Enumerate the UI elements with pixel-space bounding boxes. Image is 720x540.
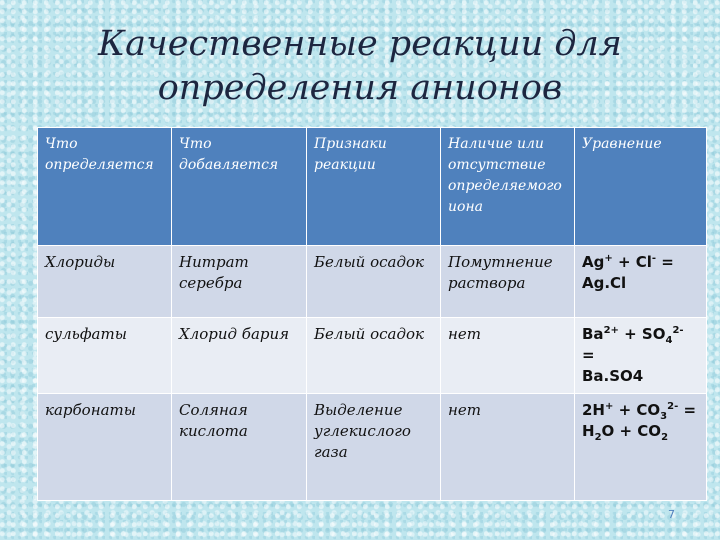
table-row bbox=[38, 246, 707, 318]
reagent-cell: Нитрат серебра bbox=[172, 246, 307, 318]
header-cell: Что добавляется bbox=[172, 128, 307, 246]
table-row bbox=[38, 394, 707, 501]
anion-cell: сульфаты bbox=[38, 318, 172, 394]
header-cell: Уравнение bbox=[575, 128, 707, 246]
eq-part: Ag bbox=[582, 253, 605, 271]
slide-title bbox=[0, 22, 720, 110]
reagent-cell: Соляная кислота bbox=[172, 394, 307, 501]
eq-part: H bbox=[582, 422, 595, 440]
eq-sub: 3 bbox=[660, 411, 668, 422]
eq-part: Ag.Cl bbox=[582, 274, 627, 292]
eq-sup: + bbox=[605, 401, 614, 412]
eq-part: = bbox=[582, 346, 595, 364]
header-cell: Признаки реакции bbox=[307, 128, 441, 246]
eq-sub: 2 bbox=[661, 432, 669, 443]
reagent-cell: Хлорид бария bbox=[172, 318, 307, 394]
sign-cell: Выделение углекислого газа bbox=[307, 394, 441, 501]
table-row bbox=[38, 318, 707, 394]
eq-part: = bbox=[656, 253, 674, 271]
equation-cell bbox=[575, 318, 707, 394]
table-header-row bbox=[38, 128, 707, 246]
page-number: 7 bbox=[668, 508, 675, 521]
sign-cell: Белый осадок bbox=[307, 246, 441, 318]
presence-cell: нет bbox=[441, 318, 575, 394]
header-cell: Наличие или отсутствие определяемого иона bbox=[441, 128, 575, 246]
eq-sup: + bbox=[604, 253, 613, 264]
eq-sup: 2+ bbox=[603, 325, 619, 336]
presence-cell: Помутнение раствора bbox=[441, 246, 575, 318]
eq-part: + CO bbox=[613, 401, 661, 419]
eq-part: 2H bbox=[582, 401, 605, 419]
eq-sup: - bbox=[651, 253, 657, 264]
eq-sub: 4 bbox=[665, 335, 673, 346]
header-cell: Что определяется bbox=[38, 128, 172, 246]
anion-cell: карбонаты bbox=[38, 394, 172, 501]
presence-cell: нет bbox=[441, 394, 575, 501]
eq-part: + SO bbox=[618, 325, 666, 343]
eq-sup: 2- bbox=[667, 401, 679, 412]
eq-part: = bbox=[678, 401, 697, 419]
equation-cell bbox=[575, 394, 707, 501]
sign-cell: Белый осадок bbox=[307, 318, 441, 394]
eq-sup: 2- bbox=[672, 325, 684, 336]
eq-part: Ba.SO4 bbox=[582, 367, 644, 385]
eq-part: Ba bbox=[582, 325, 604, 343]
eq-sub: 2 bbox=[594, 432, 602, 443]
eq-part: + Cl bbox=[612, 253, 652, 271]
title-line-1: Качественные реакции для bbox=[98, 24, 622, 64]
anion-reactions-table bbox=[37, 127, 707, 501]
title-line-2: определения анионов bbox=[157, 68, 563, 108]
anion-cell: Хлориды bbox=[38, 246, 172, 318]
equation-cell bbox=[575, 246, 707, 318]
eq-part: O + CO bbox=[601, 422, 662, 440]
